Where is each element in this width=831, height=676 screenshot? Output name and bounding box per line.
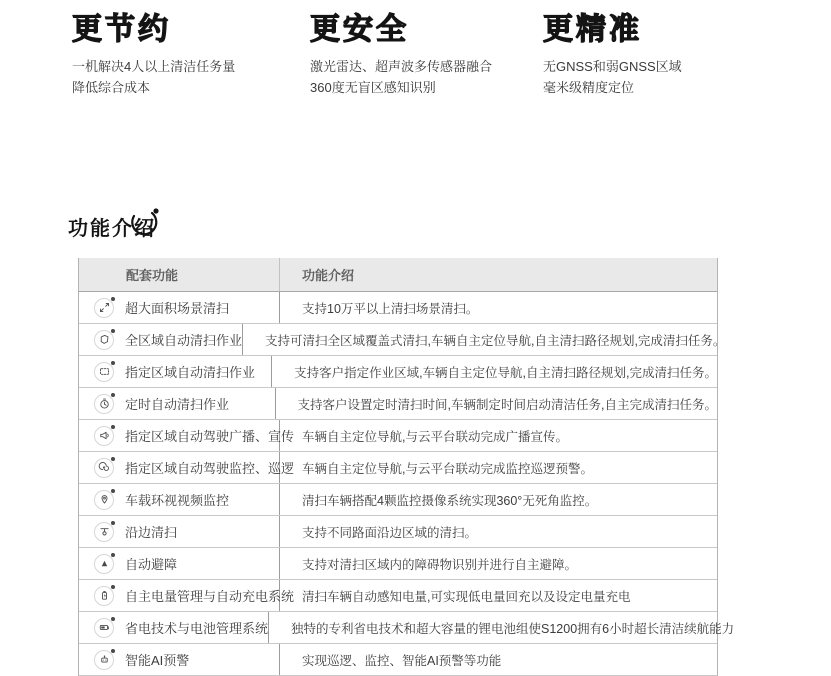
accent-dot [111, 521, 115, 525]
accent-dot [111, 393, 115, 397]
feature-cell [79, 292, 280, 323]
table-row [79, 612, 735, 644]
region-icon [94, 330, 114, 350]
feature-title: 更精准 [543, 13, 642, 46]
table-row [79, 484, 717, 516]
feature-title: 更节约 [72, 13, 171, 46]
feature-name: 省电技术与电池管理系统 [125, 621, 269, 636]
feature-cell [79, 644, 280, 675]
feature-cell [79, 324, 243, 355]
table-header [79, 258, 717, 292]
timer-icon [94, 394, 114, 414]
battery-charge-icon [94, 586, 114, 606]
accent-dot [111, 585, 115, 589]
table-row [79, 644, 717, 676]
header-function-intro: 功能介绍 [302, 268, 355, 283]
feature-description: 实现巡逻、监控、智能AI预警等功能 [302, 653, 502, 668]
feature-cell [79, 484, 280, 515]
feature-description: 支持可清扫全区域覆盖式清扫,车辆自主定位导航,自主清扫路径规划,完成清扫任务。 [265, 333, 726, 348]
table-row [79, 388, 717, 420]
table-row [79, 548, 717, 580]
feature-description: 清扫车辆自动感知电量,可实现低电量回充以及设定电量充电 [302, 589, 631, 604]
feature-subtitle-line: 降低综合成本 [72, 80, 151, 95]
expand-icon [94, 298, 114, 318]
section-title [68, 206, 161, 246]
accent-dot [111, 425, 115, 429]
description-cell [276, 388, 717, 419]
patrol-icon [94, 458, 114, 478]
feature-cell [79, 580, 295, 611]
feature-subtitle [72, 56, 307, 98]
ai-alert-icon [94, 650, 114, 670]
feature-name: 自主电量管理与自动充电系统 [125, 589, 295, 604]
feature-name: 全区域自动清扫作业 [125, 333, 243, 348]
feature-subtitle [310, 56, 545, 98]
feature-description: 支持不同路面沿边区域的清扫。 [302, 525, 478, 540]
feature-cell [79, 516, 280, 547]
edge-sweep-icon [94, 522, 114, 542]
description-cell [280, 484, 717, 515]
description-cell [280, 644, 717, 675]
feature-cell [79, 548, 280, 579]
feature-cell [79, 356, 272, 387]
accent-dot [111, 649, 115, 653]
feature-name: 智能AI预警 [125, 653, 190, 668]
table-row [79, 356, 717, 388]
battery-save-icon [94, 618, 114, 638]
table-row [79, 420, 717, 452]
accent-dot [111, 457, 115, 461]
feature-description: 车辆自主定位导航,与云平台联动完成监控巡逻预警。 [302, 461, 593, 476]
feature-subtitle-line: 一机解决4人以上清洁任务量 [72, 59, 236, 74]
feature-description: 支持客户设置定时清扫时间,车辆制定时间启动清洁任务,自主完成清扫任务。 [297, 397, 717, 412]
table-row [79, 452, 717, 484]
feature-name: 自动避障 [125, 557, 178, 572]
swoosh-decoration [129, 205, 161, 241]
feature-title: 更安全 [310, 13, 409, 46]
accent-dot [111, 361, 115, 365]
broadcast-icon [94, 426, 114, 446]
description-cell [280, 292, 717, 323]
table-row [79, 516, 717, 548]
feature-subtitle-line: 毫米级精度定位 [543, 80, 635, 95]
feature-name: 超大面积场景清扫 [125, 301, 230, 316]
description-cell [280, 548, 717, 579]
accent-dot [111, 489, 115, 493]
accent-dot [111, 617, 115, 621]
description-cell [280, 452, 717, 483]
feature-cell [79, 420, 295, 451]
feature-subtitle-line: 激光雷达、超声波多传感器融合 [310, 59, 493, 74]
feature-cell [79, 452, 295, 483]
table-row [79, 324, 726, 356]
description-cell [269, 612, 734, 643]
accent-dot [111, 553, 115, 557]
feature-description: 支持客户指定作业区域,车辆自主定位导航,自主清扫路径规划,完成清扫任务。 [294, 365, 717, 380]
header-supporting-functions: 配套功能 [79, 258, 280, 291]
table-row [79, 580, 717, 612]
feature-name: 定时自动清扫作业 [125, 397, 230, 412]
feature-subtitle-line: 无GNSS和弱GNSS区域 [543, 59, 682, 74]
description-cell [280, 580, 717, 611]
feature-description: 清扫车辆搭配4颗监控摄像系统实现360°无死角监控。 [302, 493, 598, 508]
feature-description: 支持10万平以上清扫场景清扫。 [302, 301, 479, 316]
feature-precision [543, 12, 778, 98]
feature-economy [72, 12, 307, 98]
description-cell [272, 356, 717, 387]
feature-name: 指定区域自动驾驶监控、巡逻 [125, 461, 295, 476]
feature-name: 指定区域自动清扫作业 [125, 365, 256, 380]
feature-safety [310, 12, 545, 98]
description-cell [243, 324, 725, 355]
feature-description: 车辆自主定位导航,与云平台联动完成广播宣传。 [302, 429, 568, 444]
feature-cell [79, 388, 276, 419]
camera-pin-icon [94, 490, 114, 510]
feature-name: 车载环视视频监控 [125, 493, 230, 508]
accent-dot [111, 329, 115, 333]
feature-name: 沿边清扫 [125, 525, 178, 540]
table-body [79, 292, 735, 676]
table-row [79, 292, 717, 324]
select-area-icon [94, 362, 114, 382]
feature-name: 指定区域自动驾驶广播、宣传 [125, 429, 295, 444]
obstacle-icon [94, 554, 114, 574]
description-cell [280, 516, 717, 547]
feature-cell [79, 612, 269, 643]
accent-dot [111, 297, 115, 301]
feature-description: 独特的专利省电技术和超大容量的锂电池组使S1200拥有6小时超长清洁续航能力 [291, 621, 735, 636]
features-table [78, 258, 735, 676]
description-cell [280, 420, 717, 451]
feature-description: 支持对清扫区域内的障碍物识别并进行自主避障。 [302, 557, 578, 572]
section-title-text: 功能介绍 [68, 217, 156, 240]
feature-subtitle-line: 360度无盲区感知识别 [310, 80, 436, 95]
feature-subtitle [543, 56, 778, 98]
